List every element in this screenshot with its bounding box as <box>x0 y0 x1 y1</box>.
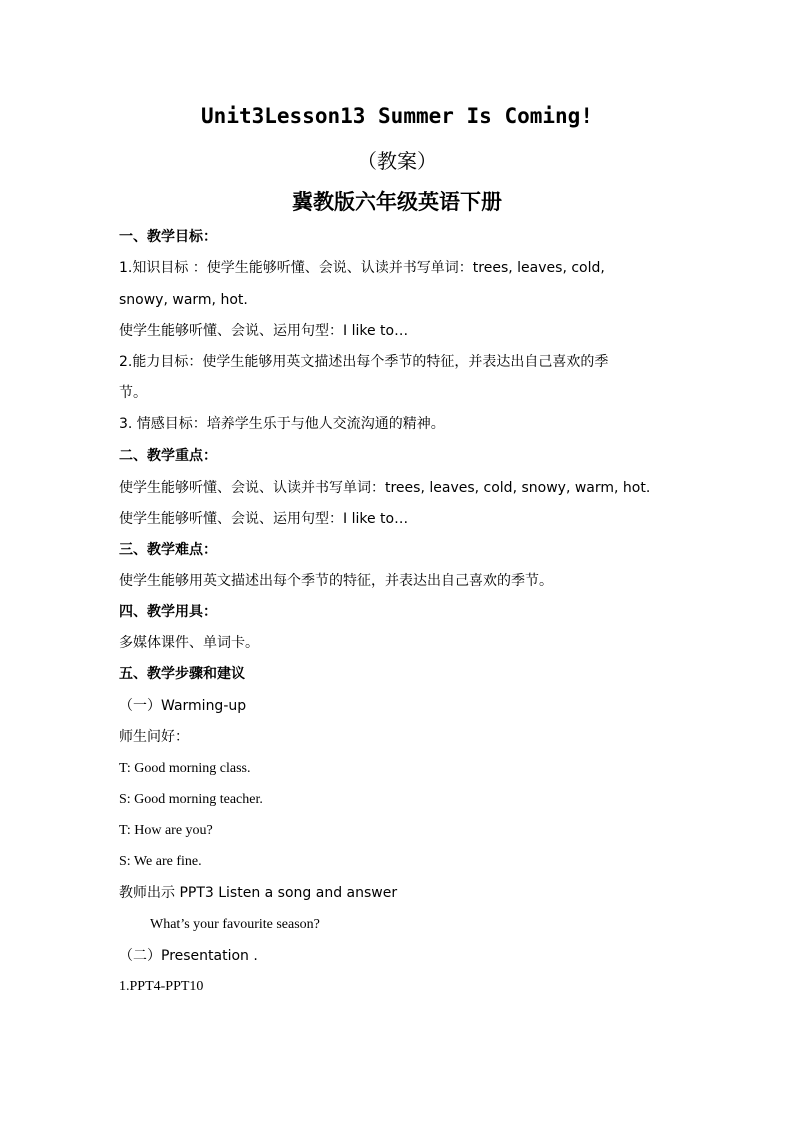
section-heading-key-points: 二、教学重点： <box>119 448 217 464</box>
key-point-words: 使学生能够听懂、会说、认读并书写单词：trees, leaves, cold, snowy, warm, hot. <box>119 480 651 496</box>
dialogue-line: S: We are fine. <box>119 854 202 869</box>
step-presentation: （二）Presentation . <box>119 948 258 964</box>
document-subtitle: （教案） <box>357 149 437 173</box>
objective-knowledge-cont: snowy, warm, hot. <box>119 292 248 308</box>
objective-emotion: 3. 情感目标：培养学生乐于与他人交流沟通的精神。 <box>119 416 445 432</box>
materials-text: 多媒体课件、单词卡。 <box>119 635 259 651</box>
step-ppt-range: 1.PPT4-PPT10 <box>119 979 204 994</box>
dialogue-line: T: How are you? <box>119 823 213 838</box>
key-point-sentence: 使学生能够听懂、会说、运用句型：I like to… <box>119 511 409 527</box>
step-greeting: 师生问好： <box>119 729 189 745</box>
step-question: What’s your favourite season? <box>150 917 320 932</box>
document-title: Unit3Lesson13 Summer Is Coming! <box>201 104 593 128</box>
step-ppt3: 教师出示 PPT3 Listen a song and answer <box>119 885 398 901</box>
dialogue-line: S: Good morning teacher. <box>119 792 263 807</box>
objective-knowledge: 1.知识目标 ：使学生能够听懂、会说、认读并书写单词：trees, leaves, cold, <box>119 260 605 276</box>
objective-sentence: 使学生能够听懂、会说、运用句型：I like to… <box>119 323 409 339</box>
dialogue-line: T: Good morning class. <box>119 761 251 776</box>
section-heading-objectives: 一、教学目标： <box>119 229 217 245</box>
objective-ability-cont: 节。 <box>119 385 147 401</box>
step-warming-up: （一）Warming-up <box>119 698 247 714</box>
document-textbook-title: 冀教版六年级英语下册 <box>292 190 502 214</box>
section-heading-materials: 四、教学用具： <box>119 604 217 620</box>
difficulty-text: 使学生能够用英文描述出每个季节的特征，并表达出自己喜欢的季节。 <box>119 573 553 589</box>
section-heading-steps: 五、教学步骤和建议 <box>119 666 245 682</box>
objective-ability: 2.能力目标：使学生能够用英文描述出每个季节的特征，并表达出自己喜欢的季 <box>119 354 609 370</box>
section-heading-difficulties: 三、教学难点： <box>119 542 217 558</box>
